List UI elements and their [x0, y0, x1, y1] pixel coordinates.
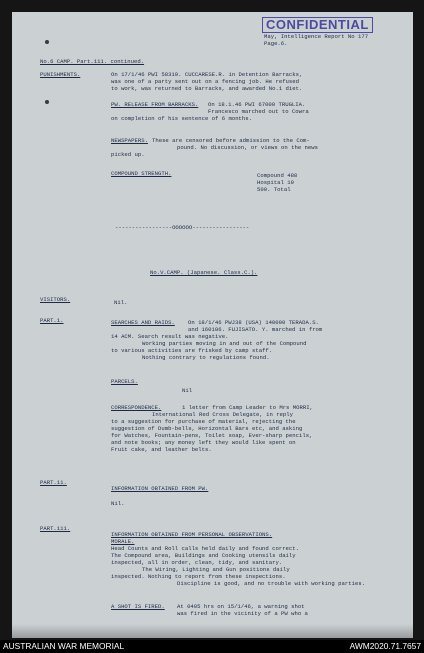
archive-footer: [0, 640, 424, 653]
searches-line: On 18/1/46 PWJ38 (USA) 140000 TERADA.S.: [188, 319, 319, 326]
camp5-title: No.V.CAMP. (Japanese. Class.C.).: [150, 269, 258, 276]
part1-label: PART.1.: [40, 317, 64, 324]
observations-line: The Compound area, Buildings and Cooking utensils daily: [111, 552, 296, 559]
correspondence-label: CORRESPONDENCE.: [111, 404, 162, 411]
shot-fired-label: A SHOT IS FIRED.: [111, 603, 165, 610]
newspapers-line: pound. No discussion, or views on the news: [177, 144, 318, 151]
strength-line: Hospital 19: [257, 179, 294, 186]
observations-line: Discipline is good, and no trouble with working parties.: [177, 580, 365, 587]
correspondence-line: 1 letter from Camp Leader to Mrs MORRI,: [182, 404, 313, 411]
newspapers-line: picked up.: [111, 151, 145, 158]
observations-line: inspected. Nothing to report from these inspections.: [111, 573, 286, 580]
release-line: On 18.1.46 PWI 67000 TRUGLIA.: [208, 101, 306, 108]
part3-label: PART.111.: [40, 525, 71, 532]
document-page: [12, 12, 413, 638]
observations-line: The Wiring, Lighting and Gun positions daily: [142, 566, 290, 573]
punishments-line: was one of a party sent out on a fencing job. He refused: [111, 78, 299, 85]
compound-strength-label: COMPOUND STRENGTH.: [111, 170, 172, 177]
morale-label: MORALE.: [111, 538, 135, 545]
punishments-line: to work, was returned to Barracks, and awarded No.1 diet.: [111, 85, 303, 92]
correspondence-line: International Red Cross Delegate, in reply: [152, 411, 293, 418]
searches-line: Nothing contrary to regulations found.: [142, 354, 270, 361]
camp6-title: No.6 CAMP. Part.111. continued.: [40, 58, 145, 65]
release-label: PW. RELEASE FROM BARRACKS.: [111, 101, 199, 108]
correspondence-line: and note books; any money left they would like spent on: [111, 439, 296, 446]
searches-line: Working parties moving in and out of the Compound: [142, 340, 307, 347]
strength-line: 500. Total: [257, 186, 291, 193]
strength-line: Compound 488: [257, 172, 298, 179]
punishments-label: PUNISHMENTS.: [40, 71, 81, 78]
punch-hole: [45, 100, 49, 104]
release-line: on completion of his sentence of 6 months.: [111, 115, 252, 122]
report-header: May, Intelligence Report No 177: [264, 33, 369, 40]
correspondence-line: to a suggestion for purchase of material, rejecting the: [111, 418, 296, 425]
visitors-label: VISITORS.: [40, 296, 71, 303]
searches-line: to various activities are frisked by camp staff.: [111, 347, 273, 354]
shot-fired-line: was fired in the vicinity of a PW who a: [177, 610, 308, 617]
correspondence-line: Fruit cake, and leather belts.: [111, 446, 212, 453]
visitors-value: Nil.: [114, 299, 128, 306]
archive-name: AUSTRALIAN WAR MEMORIAL: [3, 641, 125, 651]
observations-line: inspected, all in order, clean, tidy, and sanitary.: [111, 559, 283, 566]
part2-label: PART.11.: [40, 479, 67, 486]
newspapers-label: NEWSPAPERS.: [111, 137, 148, 144]
correspondence-line: suggestion of Dumb-bells, Horizontal Bars etc, and asking: [111, 425, 303, 432]
punch-hole: [45, 40, 49, 44]
release-line: Francesco marched out to Cowra: [208, 108, 309, 115]
searches-label: SEARCHES AND RAIDS.: [111, 319, 175, 326]
page-number: Page.6.: [264, 40, 288, 47]
newspapers-line: These are censored before admission to the Com-: [152, 137, 310, 144]
punishments-line: On 17/1/46 PWI 58319. CUCCARESE.R. in Detention Barracks,: [111, 71, 303, 78]
parcels-label: PARCELS.: [111, 378, 138, 385]
page-edge-shadow: [12, 624, 413, 638]
info-from-pw-value: Nil.: [111, 500, 125, 507]
observations-line: Head Counts and Roll calls held daily and found correct.: [111, 545, 299, 552]
parcels-value: Nil: [182, 387, 193, 394]
confidential-stamp: CONFIDENTIAL: [262, 17, 373, 33]
correspondence-line: for Watches, Fountain-pens, Toilet soap, Ever-sharp pencils,: [111, 432, 313, 439]
info-from-pw-label: INFORMATION OBTAINED FROM PW.: [111, 485, 209, 492]
searches-line: 14 ACM. Search result was negative.: [111, 333, 229, 340]
section-divider: -----------------OOOOOO-----------------: [115, 224, 250, 231]
shot-fired-line: At 0405 hrs on 15/1/46, a warning shot: [177, 603, 305, 610]
archive-reference: AWM2020.71.7657: [349, 641, 421, 651]
info-observations-label: INFORMATION OBTAINED FROM PERSONAL OBSERVATIONS.: [111, 531, 273, 538]
searches-line: and 160106. FUJISATO. Y. marched in from: [188, 326, 323, 333]
